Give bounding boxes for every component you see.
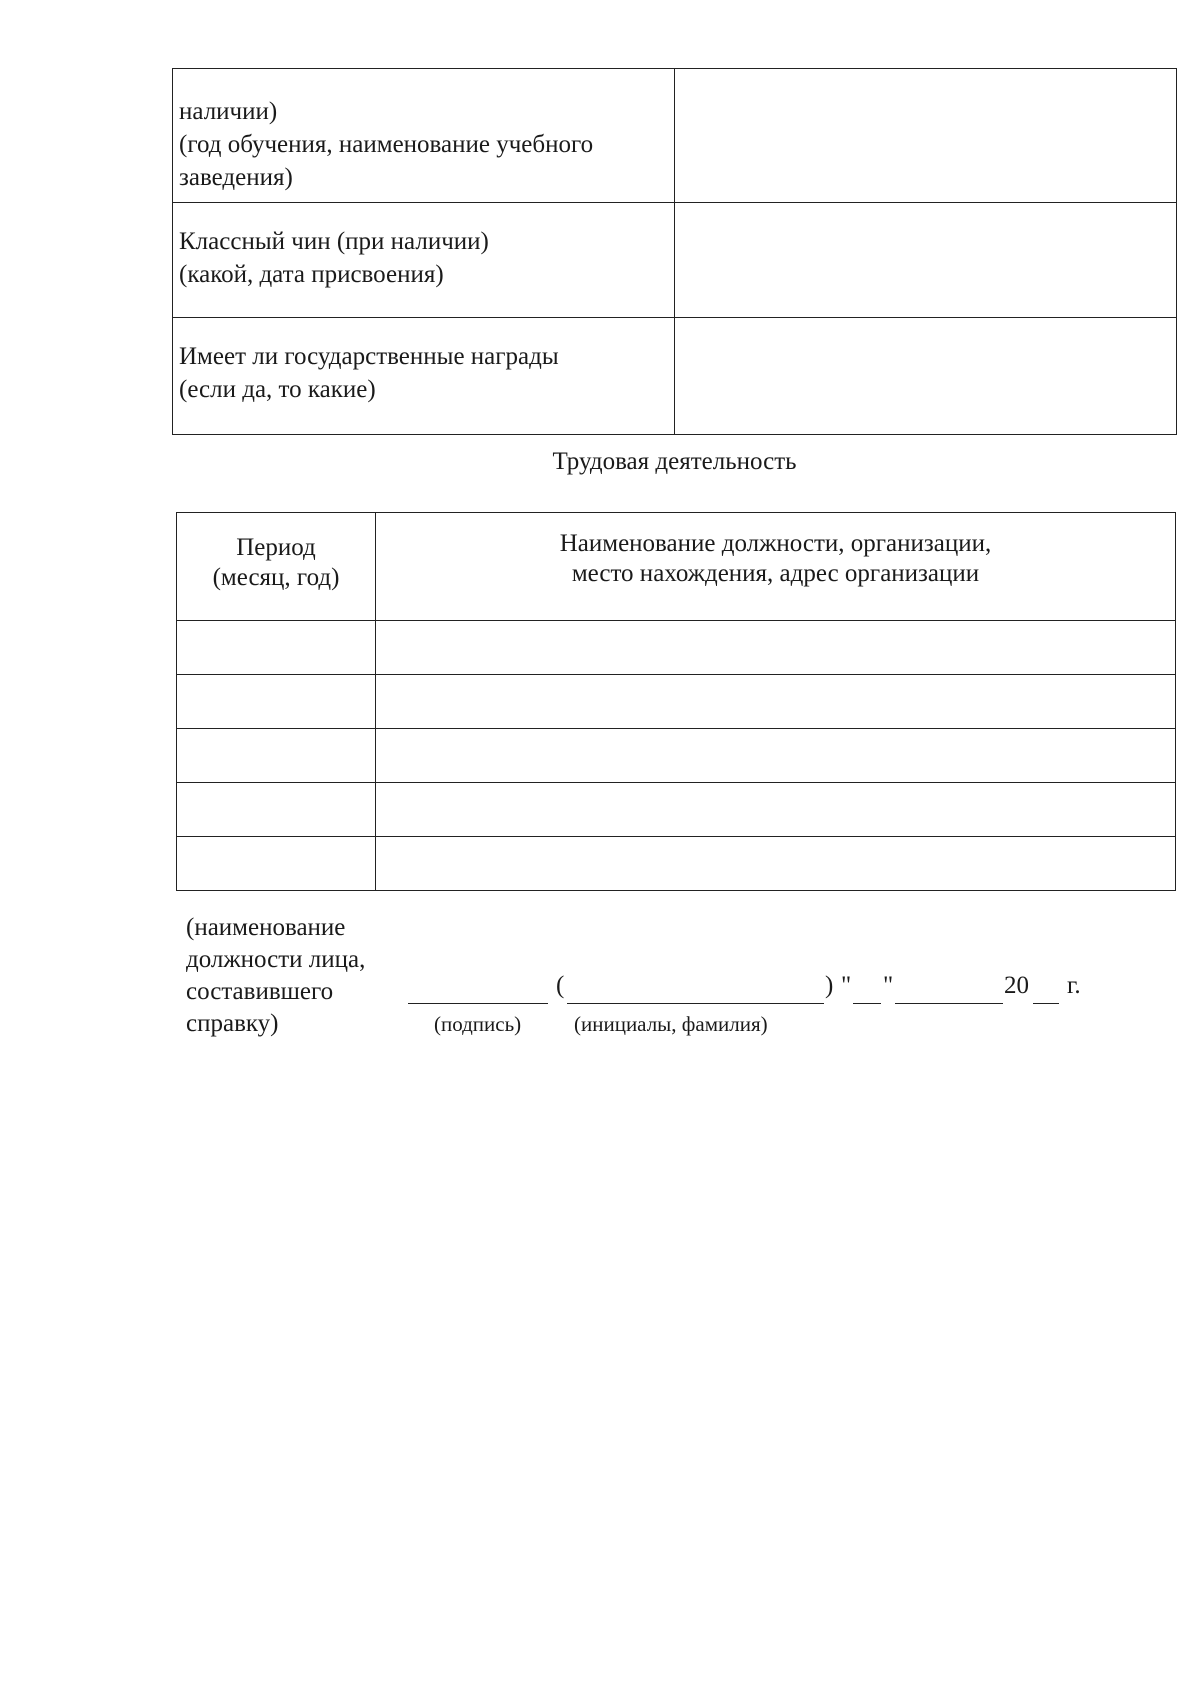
class-rank-value-cell[interactable]	[675, 203, 1177, 318]
period-cell[interactable]	[177, 783, 376, 837]
table-row	[177, 675, 1176, 729]
header-text-line: место нахождения, адрес организации	[571, 560, 980, 587]
period-column-header	[177, 513, 376, 621]
class-rank-label-cell	[173, 203, 675, 318]
period-cell[interactable]	[177, 729, 376, 783]
description-cell[interactable]	[376, 783, 1176, 837]
header-text-line: (месяц, год)	[212, 564, 340, 591]
awards-value-cell[interactable]	[675, 318, 1177, 435]
table-row	[177, 837, 1176, 891]
initials-surname-blank[interactable]	[567, 973, 824, 1004]
cell-text-line: (если да, то какие)	[179, 376, 376, 403]
table-row	[177, 621, 1176, 675]
name-caption: (инициалы, фамилия)	[574, 1012, 768, 1036]
compiler-position-label	[186, 912, 426, 1040]
description-cell[interactable]	[376, 621, 1176, 675]
education-value-cell[interactable]	[675, 69, 1177, 203]
quote-open: "	[841, 972, 852, 999]
cell-text-line: наличии)	[179, 98, 278, 125]
cell-text-line: заведения)	[179, 164, 293, 191]
label-line: справку)	[186, 1010, 279, 1037]
section-title: Трудовая деятельность	[552, 448, 797, 475]
close-paren: )	[825, 972, 834, 999]
signature-caption: (подпись)	[434, 1012, 522, 1036]
period-cell[interactable]	[177, 621, 376, 675]
header-text-line: Период	[236, 534, 316, 561]
signature-blank[interactable]	[408, 973, 548, 1004]
description-cell[interactable]	[376, 837, 1176, 891]
table-row	[177, 729, 1176, 783]
cell-text-line: (какой, дата присвоения)	[179, 261, 444, 288]
period-cell[interactable]	[177, 675, 376, 729]
label-line: составившего	[186, 978, 334, 1005]
table-row	[173, 69, 1177, 203]
year-blank[interactable]	[1033, 973, 1059, 1004]
table-row	[173, 318, 1177, 435]
year-suffix: г.	[1067, 972, 1081, 999]
label-line: (наименование	[186, 914, 346, 941]
header-text-line: Наименование должности, организации,	[559, 530, 992, 557]
work-history-table	[176, 512, 1176, 891]
cell-text-line: (год обучения, наименование учебного	[179, 131, 594, 158]
quote-close: "	[883, 972, 894, 999]
position-column-header	[376, 513, 1176, 621]
day-blank[interactable]	[853, 973, 881, 1004]
open-paren: (	[556, 972, 565, 999]
education-label-cell	[173, 69, 675, 203]
cell-text-line: Имеет ли государственные награды	[179, 343, 559, 370]
table-row	[177, 783, 1176, 837]
personal-info-table	[172, 68, 1177, 435]
description-cell[interactable]	[376, 729, 1176, 783]
cell-text-line: Классный чин (при наличии)	[179, 228, 489, 255]
period-cell[interactable]	[177, 837, 376, 891]
table-row	[173, 203, 1177, 318]
description-cell[interactable]	[376, 675, 1176, 729]
month-blank[interactable]	[895, 973, 1003, 1004]
year-prefix: 20	[1004, 972, 1029, 999]
label-line: должности лица,	[186, 946, 366, 973]
table-header-row	[177, 513, 1176, 621]
awards-label-cell	[173, 318, 675, 435]
